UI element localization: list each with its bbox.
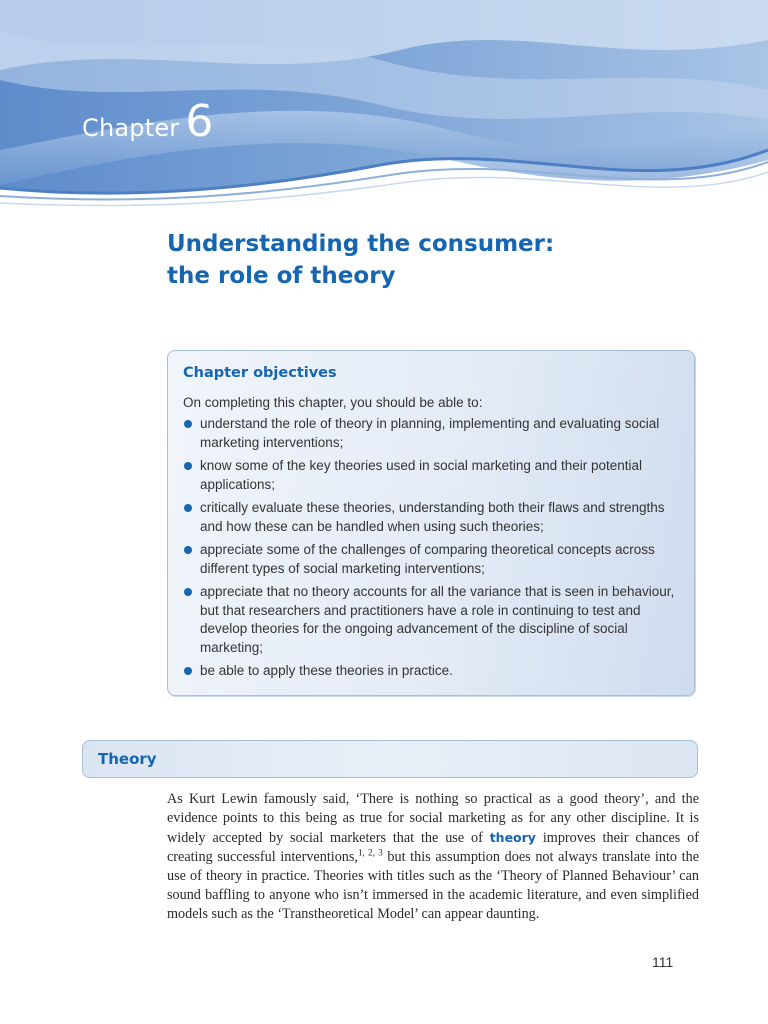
bullet-icon: [184, 420, 192, 428]
objective-text: know some of the key theories used in social marketing and their potential applications;: [200, 458, 642, 492]
body-text-part-1: As Kurt Lewin famously said, ‘There is nothing so practical as a good theory’, and the evidence points to this being as true for social marketing as for any other discipline. It is widely accepted by social marketers that the use of: [167, 791, 699, 846]
chapter-title: [167, 228, 727, 292]
body-text-part-2: improves their chances of creating successful interventions,: [167, 830, 700, 865]
glossary-keyword-link[interactable]: theory: [489, 830, 536, 845]
chapter-number: 6: [185, 96, 214, 147]
objectives-list: [183, 415, 688, 686]
objective-text: understand the role of theory in planning, implementing and evaluating social marketing interventions;: [200, 416, 660, 450]
objective-item: [183, 583, 688, 657]
objective-text: appreciate that no theory accounts for all the variance that is seen in behaviour, but that researchers and practitioners have a role in continuing to test and develop theories for the ongoing advancement of the discipline of social marketing;: [200, 584, 675, 655]
objective-item: [183, 662, 688, 681]
section-heading-bar: [82, 740, 698, 778]
body-text-part-3: but this assumption does not always translate into the use of theory in practice. Theories with titles such as the ‘Theory of Planned Behaviour’ can sound baffling to anyone who isn’t immersed in the academic literature, and even simplified models such as the ‘Transtheoretical Model’ can appear daunting.: [167, 849, 699, 922]
objective-text: be able to apply these theories in practice.: [200, 663, 453, 678]
chapter-title-line-1: Understanding the consumer:: [167, 231, 555, 257]
reference-superscripts: 1, 2, 3: [357, 847, 383, 858]
bullet-icon: [184, 588, 192, 596]
objective-text: appreciate some of the challenges of comparing theoretical concepts across different types of social marketing interventions;: [200, 542, 655, 576]
objective-item: [183, 541, 688, 578]
objectives-heading: Chapter objectives: [183, 365, 337, 381]
bullet-icon: [184, 462, 192, 470]
chapter-label: [82, 96, 214, 147]
section-title: Theory: [98, 750, 157, 768]
body-paragraph: [167, 790, 699, 924]
objective-item: [183, 499, 688, 536]
objective-item: [183, 415, 688, 452]
chapter-title-line-2: the role of theory: [167, 263, 396, 289]
bullet-icon: [184, 546, 192, 554]
chapter-objectives-box: [167, 350, 695, 696]
objectives-intro: On completing this chapter, you should be able to:: [183, 395, 483, 410]
objective-item: [183, 457, 688, 494]
chapter-word: Chapter: [82, 114, 180, 142]
bullet-icon: [184, 504, 192, 512]
page-number: 111: [652, 954, 674, 970]
objective-text: critically evaluate these theories, understanding both their flaws and strengths and how these can be handled when using such theories;: [200, 500, 665, 534]
bullet-icon: [184, 667, 192, 675]
